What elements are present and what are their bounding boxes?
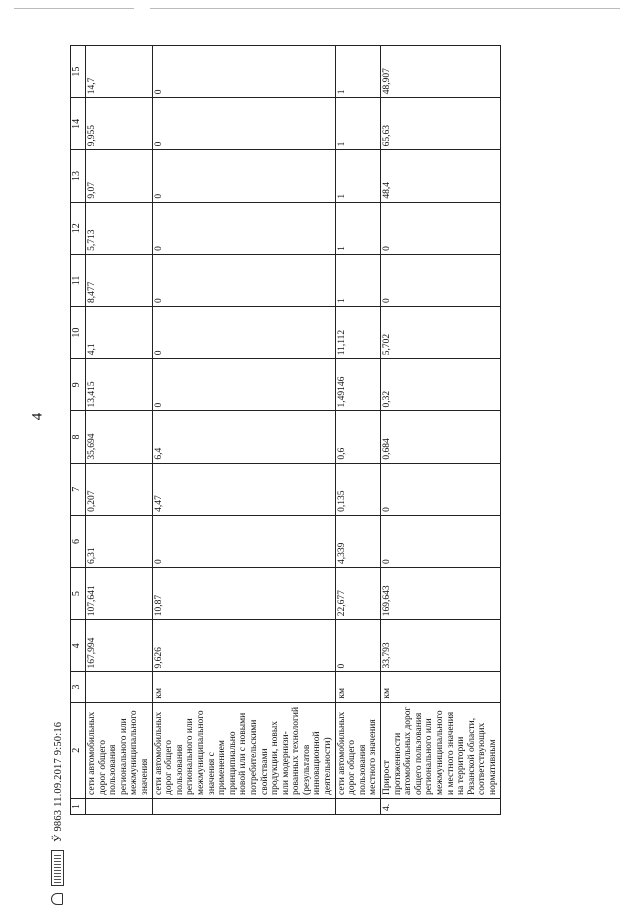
page-number: 4 [29,412,46,421]
row-description-cell: сети автомобильных дорог общего пользования регионального или межмуниципального значения с применением принципиально новой или с новыми потребительскими свойствами продукции, новых или модернизи-рованных технологий (результатов инновационной деятельности) [152,702,335,798]
row-value-cell: 4,47 [152,463,335,515]
row-unit-cell: км [381,672,501,702]
row-value-cell: 0 [152,98,335,150]
row-value-cell: 107,641 [86,568,153,620]
row-value-cell: 0 [381,515,501,567]
row-value-cell: 0 [152,46,335,98]
stamp-logo-icon [51,893,63,905]
row-value-cell: 0,207 [86,463,153,515]
row-value-cell: 1 [335,150,380,202]
row-value-cell: 1 [335,254,380,306]
row-value-cell: 167,994 [86,620,153,672]
row-value-cell: 5,702 [381,307,501,359]
row-value-cell: 11,112 [335,307,380,359]
row-description-cell: Прирост протяженности автомобильных дорог общего пользования регионального или межмуниципального и местного значения на территории Рязанской области, соответствующих нормативным [381,702,501,798]
row-value-cell: 48,4 [381,150,501,202]
document-stamp [48,655,64,905]
row-value-cell: 4,339 [335,515,380,567]
row-value-cell: 10,87 [152,568,335,620]
row-value-cell: 0 [152,150,335,202]
row-value-cell: 33,793 [381,620,501,672]
row-value-cell: 0 [152,307,335,359]
row-unit-cell: км [335,672,380,702]
column-header: 1 [71,798,86,814]
row-value-cell: 0 [152,202,335,254]
row-value-cell: 0,32 [381,359,501,411]
header-row [71,46,86,815]
row-value-cell: 0 [152,359,335,411]
column-header: 13 [71,150,86,202]
top-rule-right [150,8,620,9]
row-value-cell: 22,677 [335,568,380,620]
column-header: 8 [71,411,86,463]
row-number-cell: 4. [381,798,501,814]
table-row [152,46,335,815]
table-row [86,46,153,815]
column-header: 3 [71,672,86,702]
row-unit-cell [86,672,153,702]
row-number-cell [152,798,335,814]
row-value-cell: 65,63 [381,98,501,150]
rotated-table-container [70,45,640,815]
column-header: 12 [71,202,86,254]
column-header: 11 [71,254,86,306]
row-description-cell: сети автомобильных дорог общего пользования местного значения [335,702,380,798]
row-value-cell: 0 [152,254,335,306]
row-value-cell: 9,955 [86,98,153,150]
row-value-cell: 9,626 [152,620,335,672]
column-header: 7 [71,463,86,515]
column-header: 15 [71,46,86,98]
row-value-cell: 0,6 [335,411,380,463]
row-value-cell: 6,31 [86,515,153,567]
row-value-cell: 0 [381,463,501,515]
row-unit-cell: км [152,672,335,702]
column-header: 2 [71,702,86,798]
row-number-cell [335,798,380,814]
row-value-cell: 0,684 [381,411,501,463]
row-value-cell: 35,694 [86,411,153,463]
row-value-cell: 48,907 [381,46,501,98]
row-description-cell: сети автомобильных дорог общего пользования регионального или межмуниципального значения [86,702,153,798]
top-rule-left [14,8,134,9]
row-value-cell: 1 [335,98,380,150]
column-header: 9 [71,359,86,411]
row-value-cell: 0 [381,254,501,306]
barcode-icon [51,850,64,886]
stamp-text: Ӳ 9863 11.09.2017 9:50:16 [53,721,64,842]
row-value-cell: 6,4 [152,411,335,463]
table-row [381,46,501,815]
row-value-cell: 0 [381,202,501,254]
row-value-cell: 5,713 [86,202,153,254]
table-row [335,46,380,815]
row-value-cell: 13,415 [86,359,153,411]
row-value-cell: 0 [335,620,380,672]
row-value-cell: 0,135 [335,463,380,515]
column-header: 4 [71,620,86,672]
column-header: 6 [71,515,86,567]
row-value-cell: 0 [152,515,335,567]
column-header: 5 [71,568,86,620]
row-value-cell: 1,49146 [335,359,380,411]
data-table [70,45,501,815]
row-value-cell: 4,1 [86,307,153,359]
row-value-cell: 9,07 [86,150,153,202]
column-header: 14 [71,98,86,150]
row-value-cell: 169,643 [381,568,501,620]
row-value-cell: 1 [335,202,380,254]
row-value-cell: 14,7 [86,46,153,98]
column-header: 10 [71,307,86,359]
row-value-cell: 8,477 [86,254,153,306]
row-value-cell: 1 [335,46,380,98]
row-number-cell [86,798,153,814]
